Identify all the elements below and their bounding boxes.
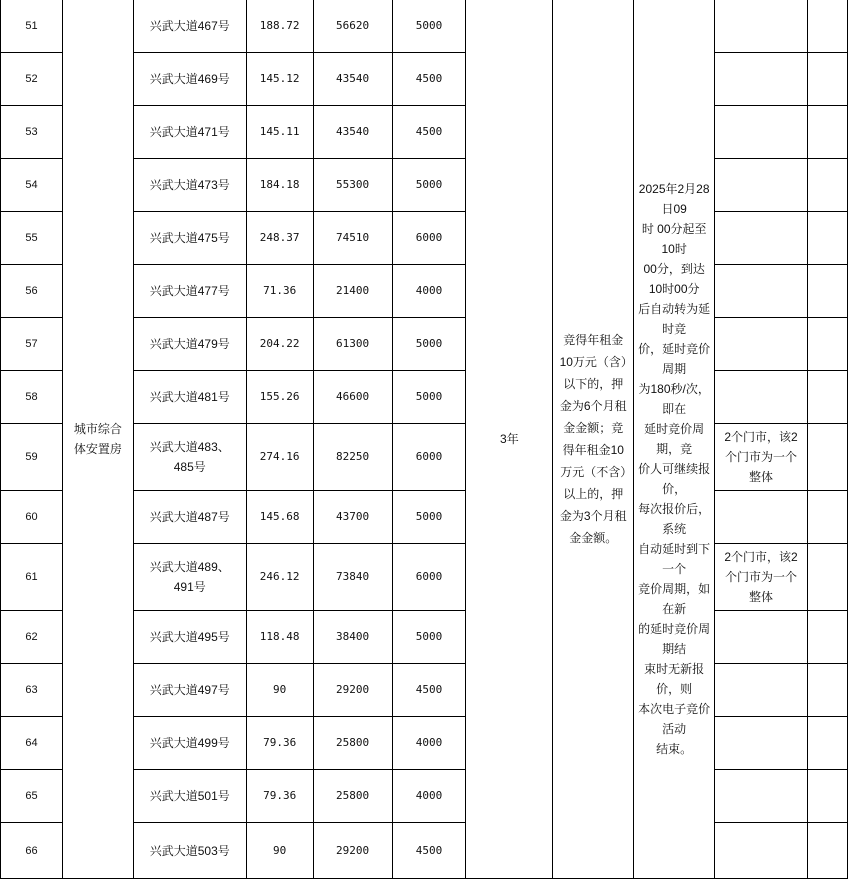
annual-rent-cell: 56620: [313, 0, 392, 53]
annual-rent-cell: 38400: [313, 611, 392, 664]
extra-cell: [807, 491, 847, 544]
table-row: [1, 0, 848, 53]
annual-rent-cell: 21400: [313, 265, 392, 318]
remark-cell: [715, 664, 808, 717]
bidding-time-line: 竞价周期，如在新: [638, 581, 711, 616]
bidding-time-line: 延时竞价周期，竞: [644, 421, 705, 456]
row-number: 55: [1, 212, 63, 265]
bidding-time-line: 为180秒/次，即在: [638, 381, 710, 416]
remark-cell: [715, 106, 808, 159]
area-cell: 145.68: [246, 491, 313, 544]
deposit-cell: 4500: [392, 53, 466, 106]
extra-cell: [807, 265, 847, 318]
address-cell: 兴武大道469号: [133, 53, 246, 106]
area-cell: 145.12: [246, 53, 313, 106]
deposit-cell: 4000: [392, 770, 466, 823]
bidding-time-line: 后自动转为延时竞: [638, 301, 711, 336]
row-number: 52: [1, 53, 63, 106]
remark-cell: [715, 53, 808, 106]
annual-rent-cell: 29200: [313, 823, 392, 879]
address-cell: 兴武大道497号: [133, 664, 246, 717]
annual-rent-cell: 29200: [313, 664, 392, 717]
deposit-cell: 6000: [392, 424, 466, 491]
remark-cell: 2个门市，该2个门市为一个整体: [715, 424, 808, 491]
deposit-rule-cell: 竞得年租金10万元（含）以下的，押金为6个月租金金额；竞得年租金10万元（不含）以上的，押金为3个月租金金额。: [553, 0, 634, 879]
extra-cell: [807, 424, 847, 491]
bidding-time-line: 00分，到达10时00分: [643, 261, 705, 296]
address-cell: 兴武大道481号: [133, 371, 246, 424]
row-number: 60: [1, 491, 63, 544]
annual-rent-cell: 61300: [313, 318, 392, 371]
deposit-cell: 4500: [392, 106, 466, 159]
bidding-time-line: 价，延时竞价周期: [638, 341, 711, 376]
deposit-cell: 5000: [392, 371, 466, 424]
annual-rent-cell: 43540: [313, 106, 392, 159]
extra-cell: [807, 664, 847, 717]
area-cell: 79.36: [246, 717, 313, 770]
extra-cell: [807, 611, 847, 664]
address-cell: 兴武大道475号: [133, 212, 246, 265]
area-cell: 145.11: [246, 106, 313, 159]
extra-cell: [807, 318, 847, 371]
extra-cell: [807, 544, 847, 611]
annual-rent-cell: 82250: [313, 424, 392, 491]
deposit-cell: 5000: [392, 611, 466, 664]
remark-cell: [715, 770, 808, 823]
extra-cell: [807, 212, 847, 265]
bidding-time-line: 束时无新报价，则: [644, 661, 705, 696]
deposit-cell: 4000: [392, 265, 466, 318]
bidding-time-line: 自动延时到下一个: [638, 541, 711, 576]
extra-cell: [807, 53, 847, 106]
row-number: 54: [1, 159, 63, 212]
area-cell: 184.18: [246, 159, 313, 212]
annual-rent-cell: 25800: [313, 770, 392, 823]
deposit-cell: 6000: [392, 212, 466, 265]
deposit-cell: 5000: [392, 159, 466, 212]
remark-cell: [715, 265, 808, 318]
remark-cell: [715, 823, 808, 879]
row-number: 66: [1, 823, 63, 879]
row-number: 58: [1, 371, 63, 424]
row-number: 57: [1, 318, 63, 371]
area-cell: 118.48: [246, 611, 313, 664]
area-cell: 90: [246, 664, 313, 717]
deposit-cell: 4500: [392, 664, 466, 717]
deposit-cell: 5000: [392, 491, 466, 544]
address-cell: 兴武大道499号: [133, 717, 246, 770]
address-cell: 兴武大道501号: [133, 770, 246, 823]
address-cell: 兴武大道471号: [133, 106, 246, 159]
annual-rent-cell: 46600: [313, 371, 392, 424]
bidding-time-line: 本次电子竞价活动: [638, 701, 711, 736]
bidding-time-line: 结束。: [656, 741, 693, 756]
deposit-cell: 5000: [392, 318, 466, 371]
address-cell: 兴武大道495号: [133, 611, 246, 664]
extra-cell: [807, 717, 847, 770]
address-cell: 兴武大道473号: [133, 159, 246, 212]
annual-rent-cell: 73840: [313, 544, 392, 611]
annual-rent-cell: 74510: [313, 212, 392, 265]
area-cell: 79.36: [246, 770, 313, 823]
remark-cell: [715, 491, 808, 544]
extra-cell: [807, 0, 847, 53]
bidding-time-cell: [634, 0, 715, 879]
annual-rent-cell: 43700: [313, 491, 392, 544]
remark-cell: [715, 717, 808, 770]
row-number: 51: [1, 0, 63, 53]
area-cell: 71.36: [246, 265, 313, 318]
deposit-cell: 5000: [392, 0, 466, 53]
row-number: 62: [1, 611, 63, 664]
area-cell: 274.16: [246, 424, 313, 491]
extra-cell: [807, 159, 847, 212]
table-body: [1, 0, 848, 879]
row-number: 63: [1, 664, 63, 717]
extra-cell: [807, 371, 847, 424]
address-cell: 兴武大道487号: [133, 491, 246, 544]
remark-cell: [715, 371, 808, 424]
address-cell: 兴武大道503号: [133, 823, 246, 879]
annual-rent-cell: 43540: [313, 53, 392, 106]
lease-term-cell: 3年: [466, 0, 553, 879]
annual-rent-cell: 55300: [313, 159, 392, 212]
deposit-cell: 4500: [392, 823, 466, 879]
address-cell: 兴武大道489、491号: [133, 544, 246, 611]
deposit-cell: 4000: [392, 717, 466, 770]
remark-cell: [715, 611, 808, 664]
address-cell: 兴武大道477号: [133, 265, 246, 318]
row-number: 56: [1, 265, 63, 318]
remark-cell: 2个门市，该2个门市为一个整体: [715, 544, 808, 611]
address-cell: 兴武大道483、485号: [133, 424, 246, 491]
area-cell: 188.72: [246, 0, 313, 53]
row-number: 65: [1, 770, 63, 823]
row-number: 61: [1, 544, 63, 611]
area-cell: 248.37: [246, 212, 313, 265]
remark-cell: [715, 159, 808, 212]
area-cell: 155.26: [246, 371, 313, 424]
annual-rent-cell: 25800: [313, 717, 392, 770]
bidding-time-line: 价人可继续报价，: [638, 461, 711, 496]
remark-cell: [715, 318, 808, 371]
area-cell: 90: [246, 823, 313, 879]
bidding-time-line: 时 00分起至 10时: [641, 221, 707, 256]
bidding-time-line: 每次报价后，系统: [638, 501, 711, 536]
row-number: 59: [1, 424, 63, 491]
remark-cell: [715, 0, 808, 53]
bidding-time-line: 的延时竞价周期结: [638, 621, 711, 656]
extra-cell: [807, 770, 847, 823]
area-cell: 204.22: [246, 318, 313, 371]
extra-cell: [807, 106, 847, 159]
extra-cell: [807, 823, 847, 879]
row-number: 64: [1, 717, 63, 770]
deposit-cell: 6000: [392, 544, 466, 611]
bidding-time-line: 2025年2月28日09: [638, 181, 710, 216]
category-cell: 城市综合体安置房: [62, 0, 133, 879]
area-cell: 246.12: [246, 544, 313, 611]
address-cell: 兴武大道479号: [133, 318, 246, 371]
row-number: 53: [1, 106, 63, 159]
remark-cell: [715, 212, 808, 265]
address-cell: 兴武大道467号: [133, 0, 246, 53]
